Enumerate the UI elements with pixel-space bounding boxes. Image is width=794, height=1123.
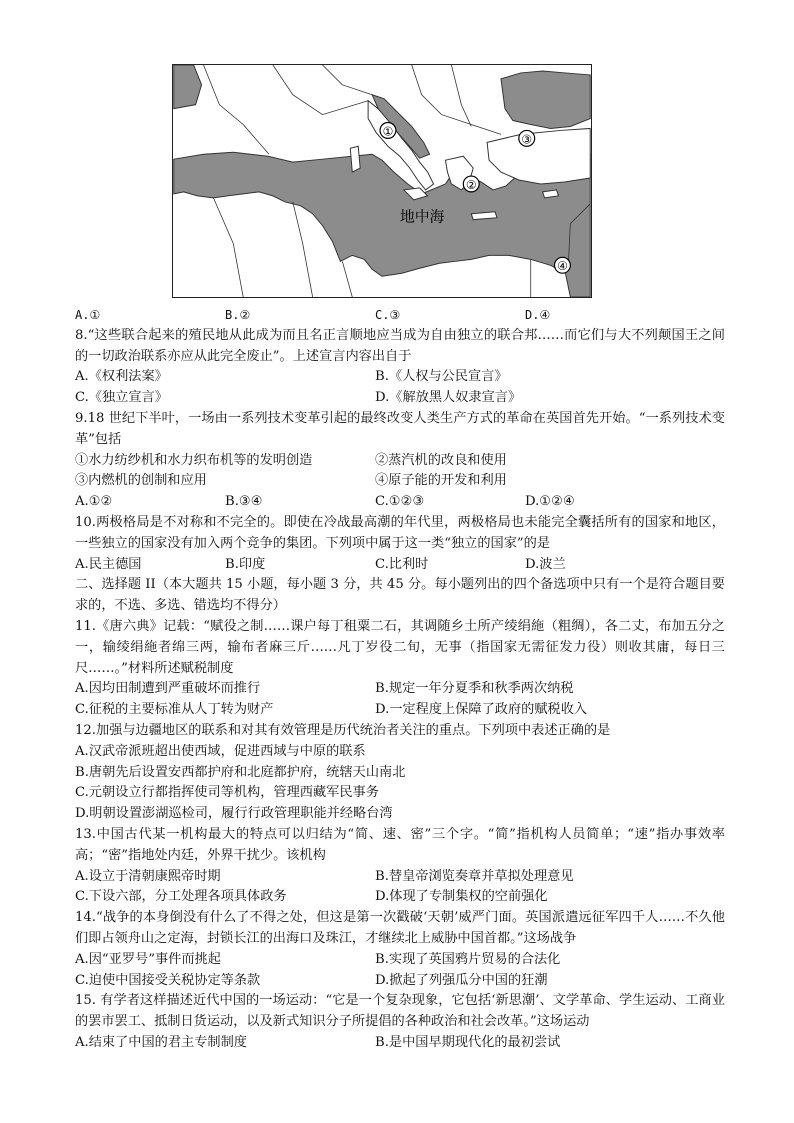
q15-options-row1: [75, 1033, 725, 1054]
q12-option-b: B.唐朝先后设置安西都护府和北庭都护府，统辖天山南北: [75, 764, 406, 780]
cyprus: [543, 190, 559, 198]
q14-options-row2: [75, 971, 725, 992]
exam-content: [75, 305, 725, 1054]
q9-options: [75, 492, 725, 513]
black-sea: [501, 71, 590, 129]
q8-option-d: D.《解放黑人奴隶宣言》: [375, 390, 522, 406]
q13-options-row2: [75, 887, 725, 908]
q9-option-b: B.③④: [225, 494, 263, 510]
q9-items-row1: [75, 451, 725, 472]
q7-option-d: D.④: [525, 308, 551, 322]
q9-stem: 9.18 世纪下半叶，一场由一系列技术变革引起的最终改变人类生产方式的革命在英国首先开始。“一系列技术变革”包括: [75, 410, 725, 447]
q15-stem: 15. 有学者这样描述近代中国的一场运动：“它是一个复杂现象，它包括‘新思潮’、文学革命、学生运动、工商业的罢市罢工、抵制日货运动，以及新式知识分子所提倡的各种政治和社会改革。”这场运动: [75, 993, 725, 1030]
q11-options-row2: [75, 700, 725, 721]
q8-stem: 8.“这些联合起来的殖民地从此成为而且名正言顺地应当成为自由独立的联合邦……而它们与大不列颠国王之间的一切政治联系亦应从此完全废止”。上述宣言内容出自于: [75, 327, 725, 364]
q9-option-d: D.①②④: [525, 494, 575, 510]
q11-stem: 11.《唐六典》记载：“赋役之制……课户每丁租粟二石，其调随乡土所产绫绢絁（粗绸），各二丈，布加五分之一，输绫绢絁者绵三两，输布者麻三斤……凡丁岁役二旬，无事（指国家无需征发力役）则收其庸，每日三尺……。”材料所述赋税制度: [75, 618, 725, 676]
svg-text:④: ④: [557, 259, 568, 274]
q10-option-c: C.比利时: [375, 556, 429, 572]
q10-option-b: B.印度: [225, 556, 266, 572]
marker-1: [380, 123, 396, 139]
q11-options-row1: [75, 679, 725, 700]
q13-option-b: B.替皇帝浏览奏章并草拟处理意见: [375, 868, 574, 884]
q10-stem: 10.两极格局是不对称和不完全的。即使在冷战最高潮的年代里，两极格局也未能完全囊括所有的国家和地区，一些独立的国家没有加入两个竞争的集团。下列项中属于这一类“独立的国家”的是: [75, 514, 725, 551]
sea-label: 地中海: [399, 207, 445, 226]
q12-option-c: C.元朝设立行都指挥使司等机构，管理西藏军民事务: [75, 785, 379, 801]
q8-option-c: C.《独立宣言》: [75, 390, 168, 406]
q14-stem: 14.“战争的本身倒没有什么了不得之处，但这是第一次戳破‘天朝’威严门面。英国派遣远征军四千人……不久他们即占领舟山之定海，封锁长江的出海口及珠江，才继续北上威胁中国首都。”这场战争: [75, 910, 725, 946]
q10-option-d: D.波兰: [525, 556, 566, 572]
q9-item-1: ①水力纺纱机和水力织布机等的发明创造: [75, 452, 313, 468]
q13-option-c: C.下设六部，分工处理各项具体政务: [75, 889, 287, 905]
marker-4: [555, 257, 571, 273]
q11-option-d: D.一定程度上保障了政府的赋税收入: [375, 702, 588, 718]
q15-option-a: A.结束了中国的君主专制制度: [75, 1034, 247, 1050]
marker-3: [519, 130, 535, 146]
q12-option-a: A.汉武帝派班超出使西域，促进西域与中原的联系: [75, 743, 366, 759]
q13-option-d: D.体现了专制集权的空前强化: [375, 889, 548, 905]
q15-option-b: B.是中国早期现代化的最初尝试: [375, 1034, 561, 1050]
q8-options-row1: [75, 367, 725, 388]
crete: [471, 212, 497, 220]
q13-option-a: A.设立于清朝康熙帝时期: [75, 868, 221, 884]
q9-item-3: ③内燃机的创制和应用: [75, 473, 207, 489]
q14-option-b: B.实现了英国鸦片贸易的合法化: [375, 951, 561, 967]
q7-option-b: B.②: [225, 308, 251, 322]
q8-option-a: A.《权利法案》: [75, 369, 168, 385]
q12-option-d: D.明朝设置澎湖巡检司，履行行政管理职能并经略台湾: [75, 806, 393, 822]
mediterranean-map: [172, 64, 592, 298]
q10-options: [75, 555, 725, 576]
map-graphic: [173, 65, 591, 297]
q11-option-b: B.规定一年分夏季和秋季两次纳税: [375, 681, 574, 697]
q9-option-a: A.①②: [75, 494, 113, 510]
q14-option-a: A.因“亚罗号”事件而挑起: [75, 951, 221, 967]
svg-text:③: ③: [521, 132, 533, 147]
q11-option-a: A.因均田制遭到严重破坏而推行: [75, 681, 261, 697]
q9-items-row2: [75, 471, 725, 492]
q9-option-c: C.①②③: [375, 494, 425, 510]
q7-option-a: A.①: [75, 308, 101, 322]
marker-2: [463, 176, 479, 192]
q9-item-2: ②蒸汽机的改良和使用: [375, 452, 507, 468]
q11-option-c: C.征税的主要标准从人丁转为财产: [75, 702, 274, 718]
q10-option-a: A.民主德国: [75, 556, 142, 572]
q13-stem: 13.中国古代某一机构最大的特点可以归结为“简、速、密”三个字。“简”指机构人员简单；“速”指办事效率高；“密”指地处内廷，外界干扰少。该机构: [75, 826, 725, 863]
svg-text:②: ②: [465, 177, 477, 192]
sardinia: [350, 146, 360, 172]
q9-item-4: ④原子能的开发和利用: [375, 473, 507, 489]
q14-option-c: C.迫使中国接受关税协定等条款: [75, 972, 261, 988]
q7-options: [75, 305, 725, 326]
q13-options-row1: [75, 867, 725, 888]
q14-options-row1: [75, 950, 725, 971]
svg-text:①: ①: [382, 124, 394, 139]
q14-option-d: D.掀起了列强瓜分中国的狂潮: [375, 972, 548, 988]
section-2-heading: 二、选择题 II（本大题共 15 小题，每小题 3 分，共 45 分。每小题列出的四个备选项中只有一个是符合题目要求的，不选、多选、错选均不得分）: [75, 577, 725, 614]
q7-option-c: C.③: [375, 308, 401, 322]
q8-options-row2: [75, 388, 725, 409]
q8-option-b: B.《人权与公民宣言》: [375, 369, 508, 385]
q12-stem: 12.加强与边疆地区的联系和对其有效管理是历代统治者关注的重点。下列项中表述正确的是: [75, 722, 611, 738]
